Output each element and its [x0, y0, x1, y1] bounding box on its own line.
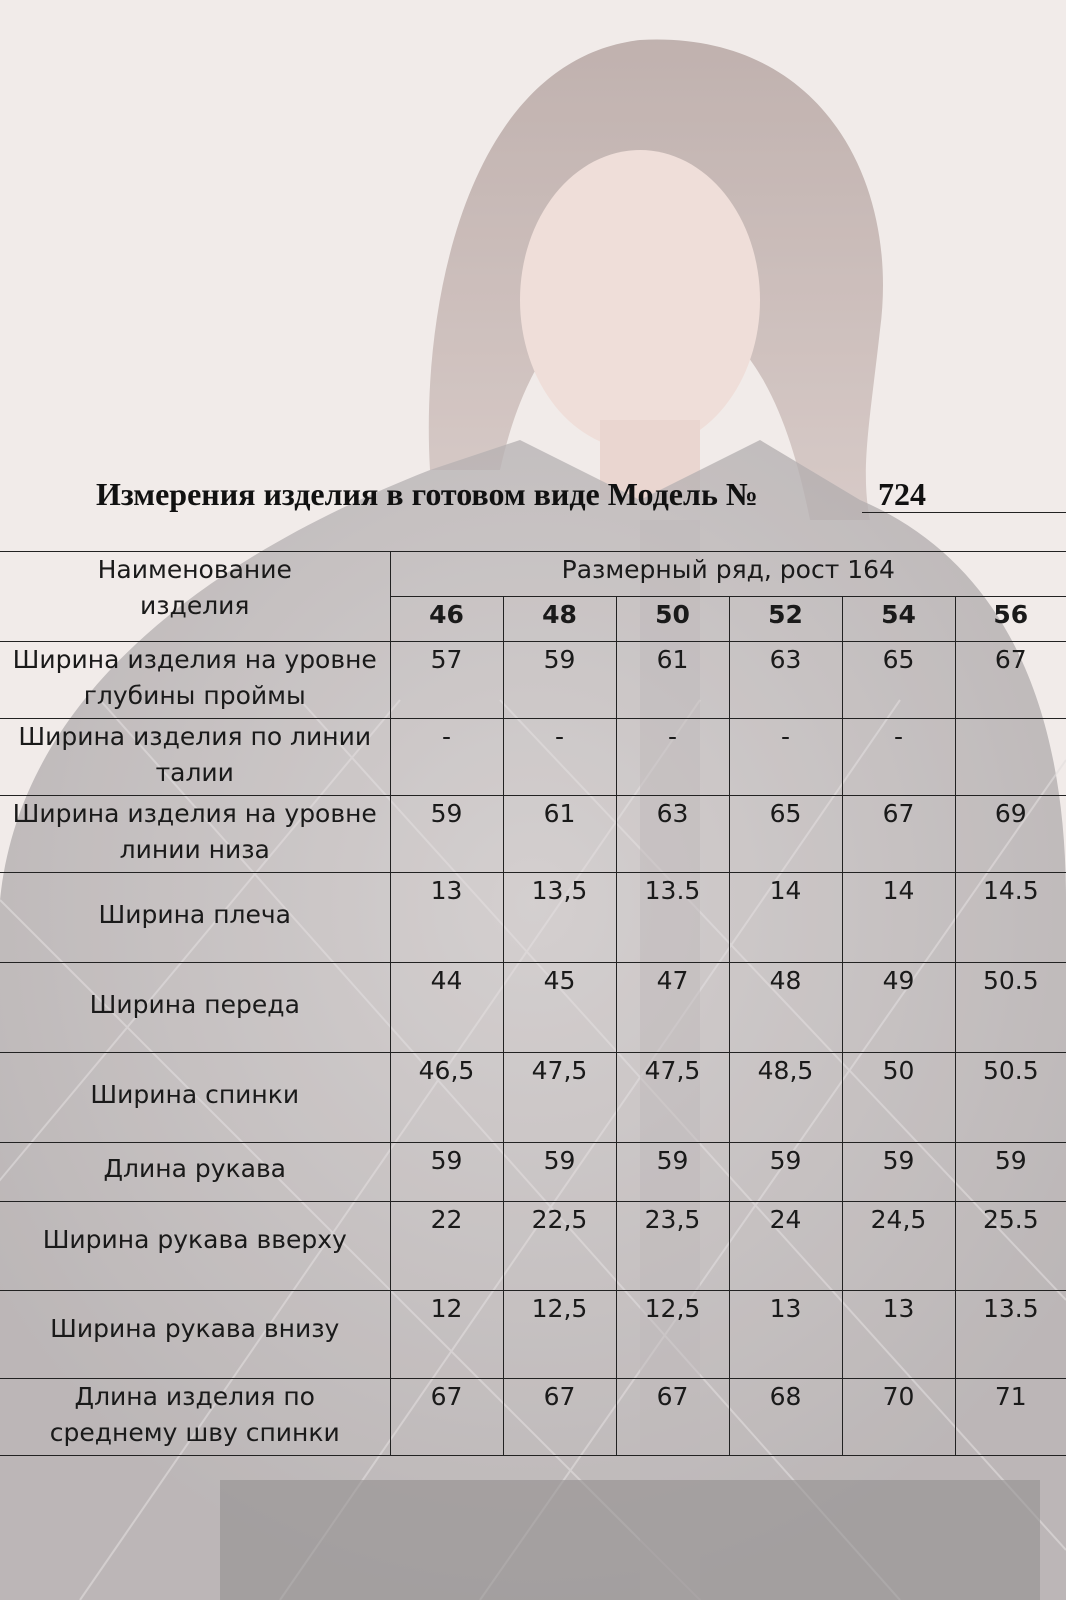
- row-value: 24: [729, 1202, 842, 1291]
- row-value: 61: [616, 642, 729, 719]
- row-value: 49: [842, 963, 955, 1053]
- row-value: 63: [616, 796, 729, 873]
- size-header: 52: [729, 597, 842, 642]
- row-name: Ширина переда: [0, 963, 390, 1053]
- row-value: 65: [729, 796, 842, 873]
- row-value: 67: [842, 796, 955, 873]
- row-value: 48,5: [729, 1053, 842, 1143]
- row-value: 68: [729, 1379, 842, 1456]
- table-header-row: [0, 552, 1066, 597]
- row-value: -: [390, 719, 503, 796]
- row-value: [955, 719, 1066, 796]
- model-number: 724: [878, 476, 926, 512]
- row-value: 61: [503, 796, 616, 873]
- row-value: 59: [390, 796, 503, 873]
- table-row: [0, 963, 1066, 1053]
- row-value: 13: [729, 1291, 842, 1379]
- row-value: 63: [729, 642, 842, 719]
- row-value: 70: [842, 1379, 955, 1456]
- row-value: 24,5: [842, 1202, 955, 1291]
- row-value: 59: [503, 1143, 616, 1202]
- row-value: 22: [390, 1202, 503, 1291]
- row-value: 47: [616, 963, 729, 1053]
- row-value: 13.5: [955, 1291, 1066, 1379]
- row-name: Ширина изделия на уровне линии низа: [0, 796, 390, 873]
- row-value: 14.5: [955, 873, 1066, 963]
- row-value: 67: [616, 1379, 729, 1456]
- row-value: 12: [390, 1291, 503, 1379]
- row-value: 67: [503, 1379, 616, 1456]
- size-header: 46: [390, 597, 503, 642]
- row-name: Ширина изделия на уровне глубины проймы: [0, 642, 390, 719]
- row-value: 47,5: [503, 1053, 616, 1143]
- row-value: 67: [955, 642, 1066, 719]
- header-name-cell: Наименование изделия: [0, 552, 390, 642]
- row-value: -: [842, 719, 955, 796]
- size-table: [0, 551, 1066, 1456]
- row-value: 57: [390, 642, 503, 719]
- row-name: Длина рукава: [0, 1143, 390, 1202]
- table-row: [0, 642, 1066, 719]
- row-value: 65: [842, 642, 955, 719]
- row-value: 22,5: [503, 1202, 616, 1291]
- size-header: 54: [842, 597, 955, 642]
- row-value: 67: [390, 1379, 503, 1456]
- table-row: [0, 1202, 1066, 1291]
- row-value: 50.5: [955, 963, 1066, 1053]
- table-row: [0, 1053, 1066, 1143]
- table-row: [0, 796, 1066, 873]
- row-value: 48: [729, 963, 842, 1053]
- size-header: 48: [503, 597, 616, 642]
- row-value: -: [503, 719, 616, 796]
- row-value: 59: [842, 1143, 955, 1202]
- row-value: 50.5: [955, 1053, 1066, 1143]
- size-header: 50: [616, 597, 729, 642]
- row-value: 23,5: [616, 1202, 729, 1291]
- row-value: 45: [503, 963, 616, 1053]
- table-row: [0, 1291, 1066, 1379]
- row-name: Ширина рукава вверху: [0, 1202, 390, 1291]
- row-value: 59: [390, 1143, 503, 1202]
- row-value: 59: [955, 1143, 1066, 1202]
- row-value: 13.5: [616, 873, 729, 963]
- size-header: 56: [955, 597, 1066, 642]
- row-value: 59: [616, 1143, 729, 1202]
- row-value: 47,5: [616, 1053, 729, 1143]
- row-value: 69: [955, 796, 1066, 873]
- row-value: -: [729, 719, 842, 796]
- model-number-underline: [862, 512, 1066, 513]
- row-value: 12,5: [503, 1291, 616, 1379]
- table-row: [0, 1143, 1066, 1202]
- row-name: Ширина спинки: [0, 1053, 390, 1143]
- row-value: 12,5: [616, 1291, 729, 1379]
- row-name: Длина изделия по среднему шву спинки: [0, 1379, 390, 1456]
- row-value: 59: [729, 1143, 842, 1202]
- row-value: 13,5: [503, 873, 616, 963]
- row-value: -: [616, 719, 729, 796]
- row-name: Ширина рукава внизу: [0, 1291, 390, 1379]
- row-value: 59: [503, 642, 616, 719]
- row-name: Ширина плеча: [0, 873, 390, 963]
- row-value: 44: [390, 963, 503, 1053]
- row-value: 13: [390, 873, 503, 963]
- table-row: [0, 873, 1066, 963]
- page-title: [96, 476, 758, 513]
- row-value: 14: [729, 873, 842, 963]
- header-range-cell: Размерный ряд, рост 164: [390, 552, 1066, 597]
- row-value: 14: [842, 873, 955, 963]
- row-value: 46,5: [390, 1053, 503, 1143]
- table-row: [0, 719, 1066, 796]
- page-title-text: Измерения изделия в готовом виде Модель №: [96, 476, 759, 512]
- row-value: 13: [842, 1291, 955, 1379]
- row-value: 25.5: [955, 1202, 1066, 1291]
- row-value: 50: [842, 1053, 955, 1143]
- row-value: 71: [955, 1379, 1066, 1456]
- row-name: Ширина изделия по линии талии: [0, 719, 390, 796]
- table-row: [0, 1379, 1066, 1456]
